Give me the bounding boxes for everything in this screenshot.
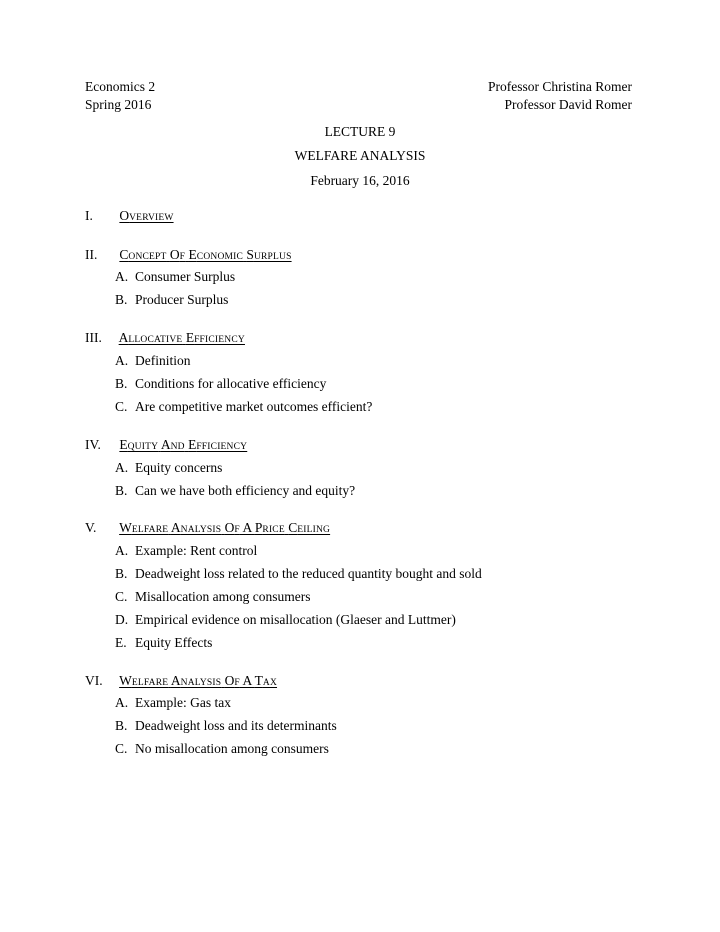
list-item: A. Example: Gas tax [115, 695, 231, 710]
list-item: A. Consumer Surplus [115, 269, 236, 284]
course-name: Economics 2 [85, 79, 156, 94]
list-item: A. Definition [115, 353, 191, 368]
document-header [85, 78, 632, 114]
section-title: EQUITY AND EFFICIENCY [119, 437, 248, 452]
section-numeral: III. [85, 330, 102, 345]
section-numeral: IV. [85, 437, 101, 452]
section-heading [85, 519, 330, 539]
list-item: B. Deadweight loss and its determinants [115, 718, 337, 733]
section-title: ALLOCATIVE EFFICIENCY [118, 330, 245, 345]
section-numeral: II. [85, 247, 98, 262]
list-item: A. Example: Rent control [115, 543, 258, 558]
list-item: B. Deadweight loss related to the reduced quantity bought and sold [115, 566, 482, 581]
section-heading [85, 207, 174, 227]
section-title: WELFARE ANALYSIS OF A TAX [119, 673, 278, 688]
section-numeral: VI. [85, 673, 103, 688]
professor-2: Professor David Romer [504, 97, 632, 112]
section-heading [85, 329, 245, 349]
section-title: CONCEPT OF ECONOMIC SURPLUS [119, 247, 292, 262]
section-heading [85, 672, 277, 692]
section-numeral: I. [85, 208, 93, 223]
lecture-number: LECTURE 9 [324, 124, 396, 139]
section-heading [85, 246, 292, 266]
list-item: C. Are competitive market outcomes efficient? [115, 399, 373, 414]
list-item: D. Empirical evidence on misallocation (Glaeser and Luttmer) [115, 612, 456, 627]
list-item: A. Equity concerns [115, 460, 223, 475]
list-item: B. Conditions for allocative efficiency [115, 376, 327, 391]
list-item: C. No misallocation among consumers [115, 741, 329, 756]
list-item: C. Misallocation among consumers [115, 589, 311, 604]
list-item: B. Producer Surplus [115, 292, 229, 307]
section-title: WELFARE ANALYSIS OF A PRICE CEILING [119, 520, 331, 535]
professor-1: Professor Christina Romer [488, 79, 632, 94]
lecture-date: February 16, 2016 [310, 173, 410, 188]
term: Spring 2016 [85, 97, 152, 112]
section-heading [85, 436, 247, 456]
lecture-topic: WELFARE ANALYSIS [294, 148, 426, 163]
section-numeral: V. [85, 520, 97, 535]
list-item: B. Can we have both efficiency and equity? [115, 483, 356, 498]
section-title: OVERVIEW [119, 208, 174, 223]
list-item: E. Equity Effects [115, 635, 213, 650]
